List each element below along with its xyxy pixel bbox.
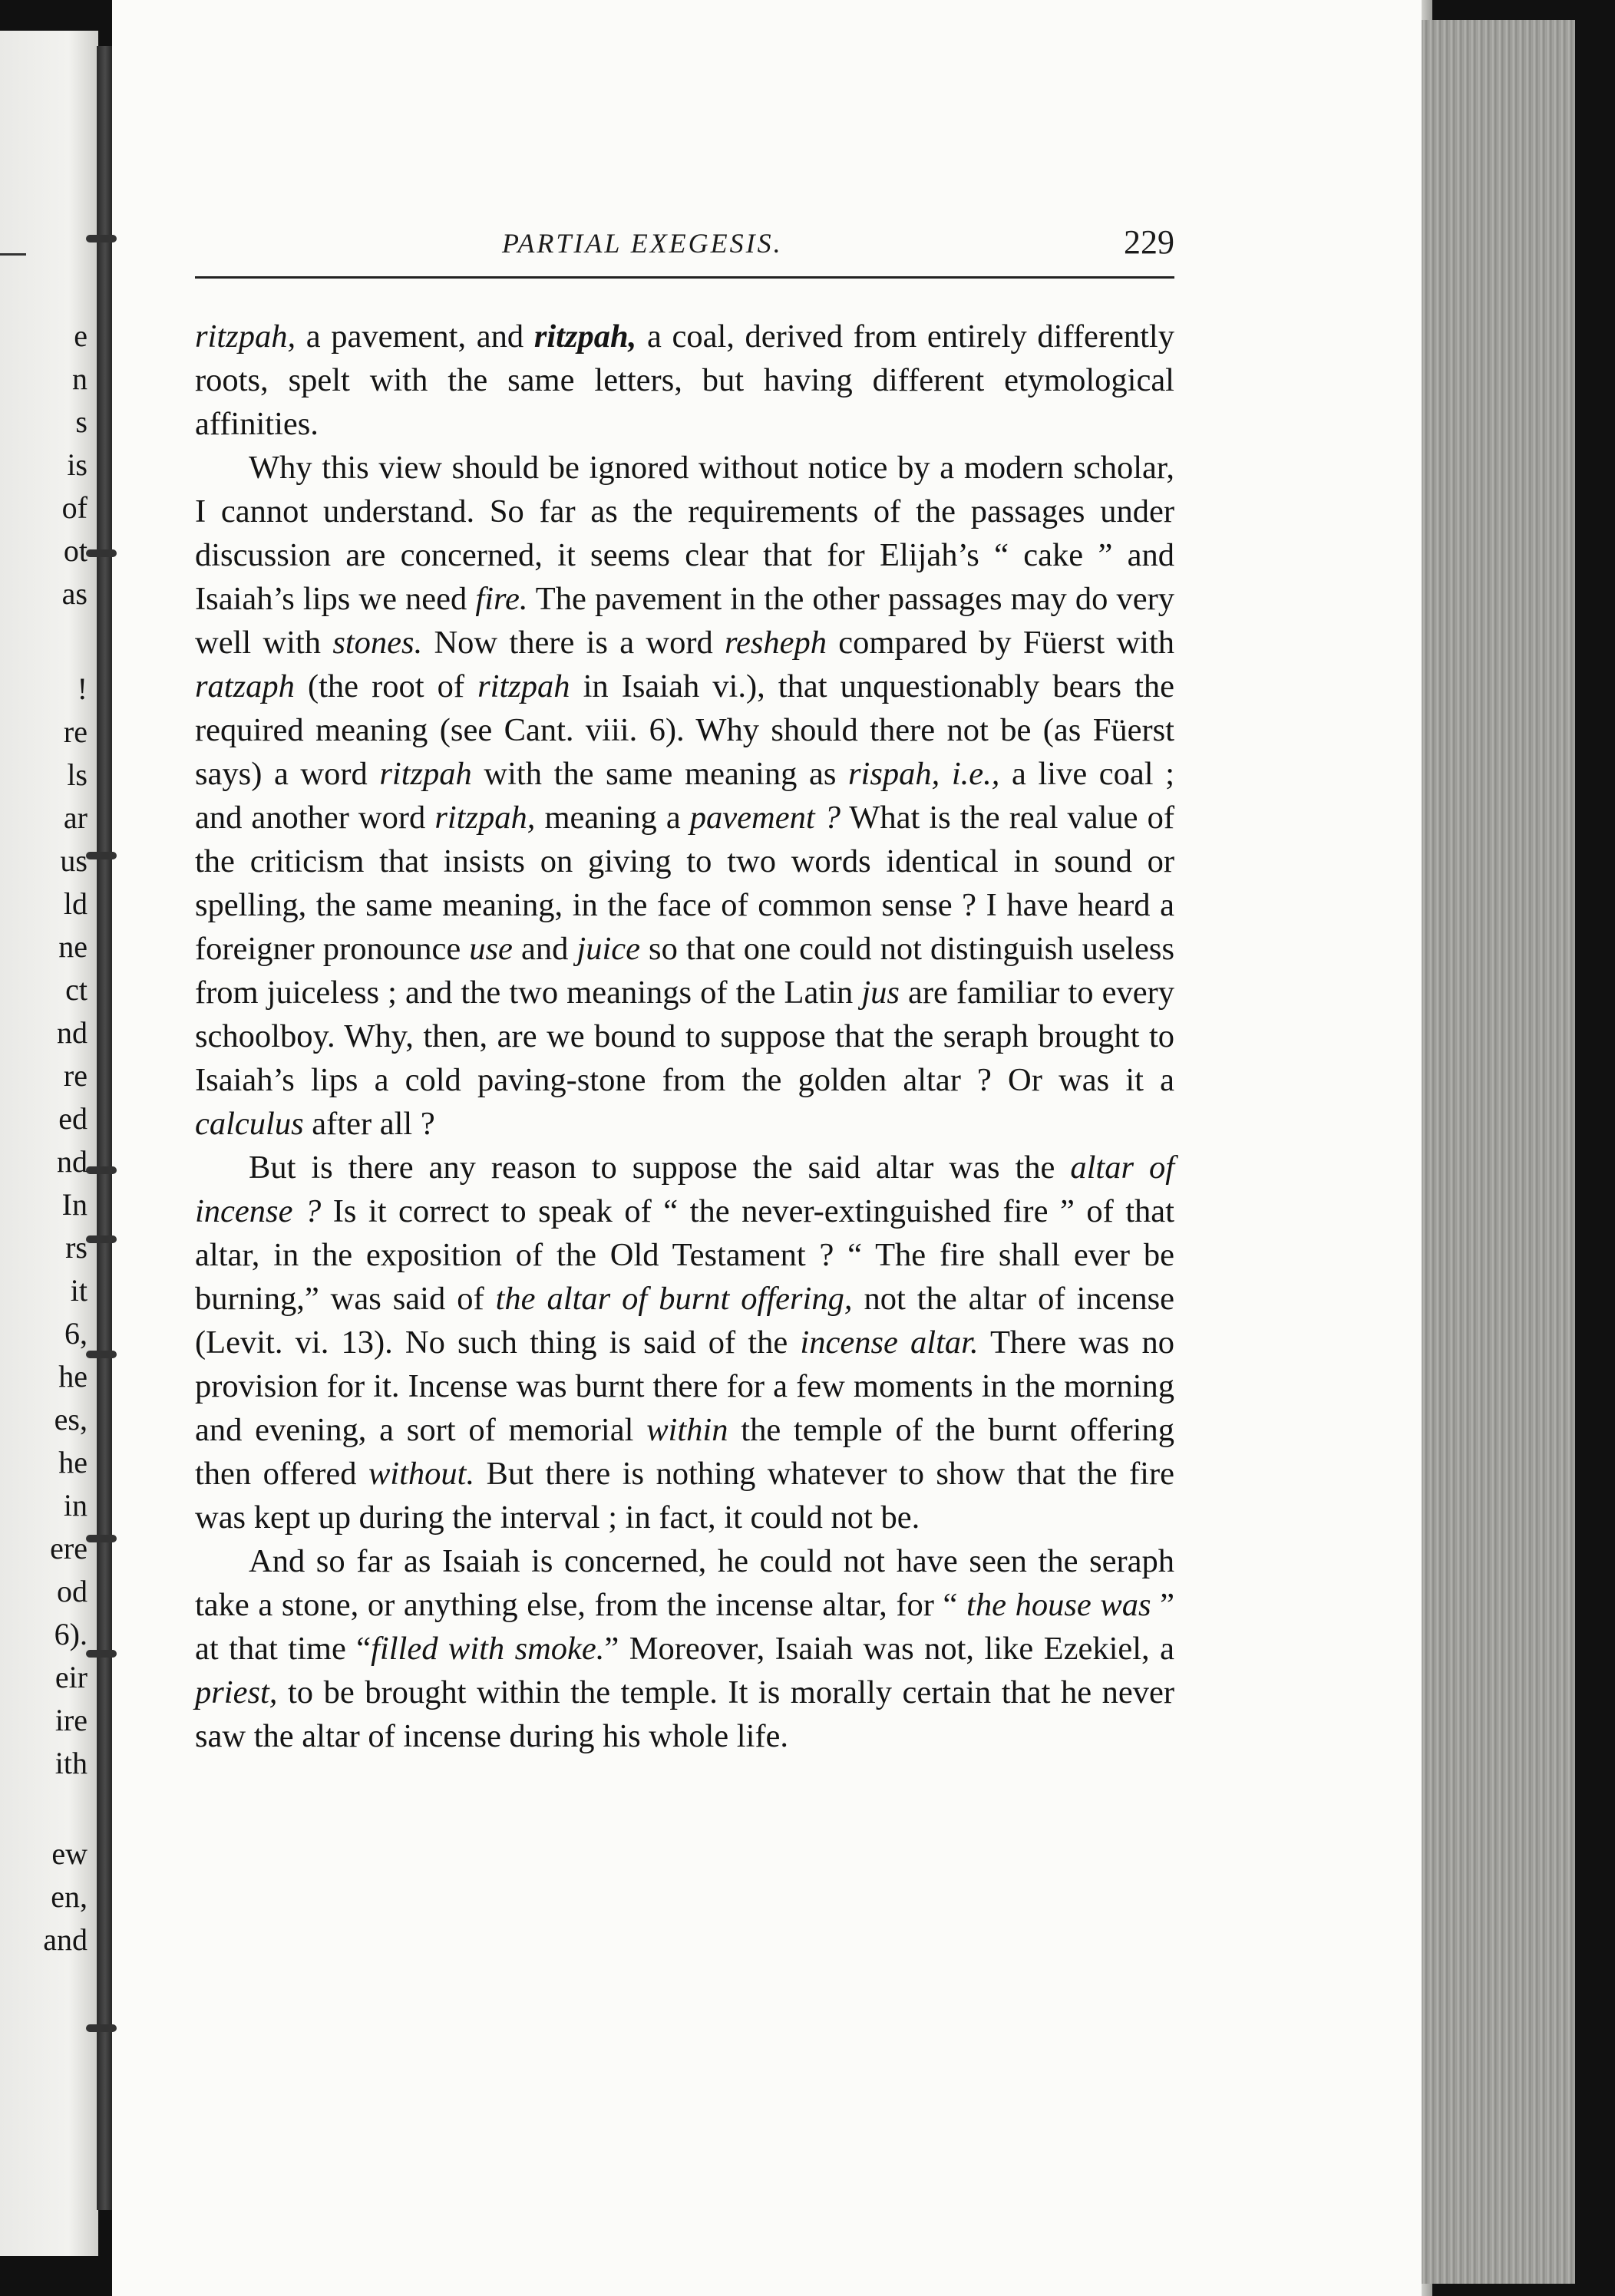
text-run: compared by Füerst with [827, 625, 1175, 661]
left-page-fragment: he [58, 1359, 88, 1394]
left-page-fragment: n [72, 361, 88, 396]
left-page-fragment: ls [67, 757, 88, 792]
text-run: after all ? [303, 1106, 435, 1142]
left-page-fragment: as [61, 576, 88, 611]
italic-term: calculus [195, 1106, 304, 1142]
italic-term: pavement ? [689, 800, 841, 836]
italic-term: altar of incense ? [195, 1150, 1174, 1229]
running-title: PARTIAL EXEGESIS. [502, 228, 783, 259]
left-page-fragment: is [67, 447, 88, 482]
binding-stitch [86, 235, 117, 242]
italic-term: the house was [966, 1587, 1151, 1623]
left-page-fragment: of [61, 490, 88, 525]
italic-term: fire. [475, 581, 528, 617]
left-page-fragment: he [58, 1445, 88, 1480]
left-page-fragment: and [43, 1922, 88, 1957]
book-gutter [97, 46, 114, 2210]
left-page-fragment: ot [63, 533, 88, 568]
left-page-fragment: ne [58, 929, 88, 964]
italic-term: ritzpah [379, 756, 472, 792]
text-run: to be brought within the temple. It is morally certain that he never saw the altar of incense during his whole life. [195, 1674, 1174, 1754]
left-page-fragment: od [57, 1574, 88, 1608]
text-run: What is the real value of the criticism that insists on giving to two words identical in sound or spelling, the same meaning, in the face of common sense ? I have heard a foreigner pronounce [195, 800, 1174, 967]
italic-term: filled with smoke. [371, 1631, 605, 1667]
left-page-fragment: 6, [64, 1316, 88, 1351]
text-run: the temple of the burnt offering then offered [195, 1412, 1174, 1492]
italic-term: priest, [195, 1674, 278, 1710]
left-page-fragment: re [63, 714, 88, 749]
text-run: with the same meaning as [471, 756, 848, 792]
left-page-fragment: ed [58, 1101, 88, 1136]
binding-stitch [86, 2024, 117, 2032]
left-page-fragment: in [63, 1488, 88, 1522]
text-run: a live coal ; and another word [195, 756, 1174, 836]
left-page-fragment: nd [57, 1015, 88, 1050]
left-page-fragment: ire [54, 1703, 88, 1737]
italic-term: ritzpah [477, 668, 570, 704]
header-rule [195, 276, 1174, 279]
italic-term: juice [576, 931, 640, 967]
text-run: The pavement in the other passages may do very well with [195, 581, 1175, 661]
italic-term: ritzpah, [533, 318, 637, 355]
italic-term: stones. [332, 625, 423, 661]
left-page-fragment: us [60, 843, 88, 878]
italic-term: within [646, 1412, 728, 1448]
italic-term: resheph [725, 625, 827, 661]
left-page-fragment: ere [50, 1531, 88, 1565]
left-page-fragment: rs [65, 1230, 88, 1265]
paragraph [195, 315, 1174, 446]
italic-term: rispah, i.e., [847, 756, 1000, 792]
text-run: But there is nothing whatever to show that the fire was kept up during the interval ; in fact, it could not be. [195, 1456, 1175, 1536]
left-page-fragment: ct [65, 972, 88, 1007]
page-number: 229 [1124, 223, 1174, 261]
page-body [195, 315, 1174, 1758]
text-run: ” at that time “ [195, 1587, 1174, 1667]
left-page-fragment: e [74, 318, 88, 353]
page-block-edge [1422, 20, 1575, 2284]
left-page-rule [0, 253, 26, 256]
running-header [195, 223, 1174, 278]
text-run: Now there is a word [422, 625, 725, 661]
text-run: meaning a [535, 800, 690, 836]
left-page-fragment: In [61, 1187, 88, 1222]
text-run: not the altar of incense (Levit. vi. 13). No such thing is said of the [195, 1281, 1174, 1361]
left-page-fragment: ew [51, 1836, 88, 1871]
italic-term: ritzpah, [195, 318, 296, 355]
text-run: And so far as Isaiah is concerned, he could not have seen the seraph take a stone, or anything else, from the incense altar, for “ [195, 1543, 1174, 1623]
italic-term: incense altar. [800, 1324, 979, 1361]
text-run: But is there any reason to suppose the said altar was the [249, 1150, 1071, 1186]
text-run: There was no provision for it. Incense was burnt there for a few moments in the morning and evening, a sort of memorial [195, 1324, 1174, 1448]
left-page-fragment: re [63, 1058, 88, 1093]
left-page-fragment: it [70, 1273, 88, 1308]
text-run: Is it correct to speak of “ the never-extinguished fire ” of that altar, in the exposition of the Old Testament ? “ The fire shall ever be burning,” was said of [195, 1193, 1174, 1317]
left-page-fragment: en, [51, 1879, 88, 1914]
italic-term: use [469, 931, 513, 967]
paragraph [195, 446, 1174, 1146]
text-run: ” Moreover, Isaiah was not, like Ezekiel, a [604, 1631, 1174, 1667]
paragraph [195, 1539, 1174, 1758]
text-run: (the root of [294, 668, 478, 704]
left-page-fragment: nd [57, 1144, 88, 1179]
italic-term: ritzpah, [434, 800, 536, 836]
text-run: a pavement, and [296, 318, 534, 355]
italic-term: the altar of burnt offering, [495, 1281, 853, 1317]
left-page-fragment: ith [54, 1746, 88, 1780]
text-run: and [512, 931, 577, 967]
left-page-fragment: s [75, 404, 88, 439]
left-page-fragment: eir [54, 1660, 88, 1694]
text-run: are familiar to every schoolboy. Why, then, are we bound to suppose that the seraph brought to Isaiah’s lips a cold paving-stone from the golden altar ? Or was it a [195, 975, 1174, 1098]
italic-term: jus [861, 975, 900, 1011]
text-run: so that one could not distinguish useless from juiceless ; and the two meanings of the Latin [195, 931, 1175, 1011]
left-page-fragment: ar [63, 800, 88, 835]
left-page-fragment: ld [63, 886, 88, 921]
left-page-fragment: 6). [54, 1617, 88, 1651]
text-run: Why this view should be ignored without notice by a modern scholar, I cannot understand. So far as the requirements of the passages under discussion are concerned, it seems clear that for Elijah’s “ cake ” and Isaiah’s lips we need [195, 450, 1174, 617]
paragraph [195, 1146, 1174, 1539]
italic-term: ratzaph [195, 668, 295, 704]
left-page-fragment: ! [77, 671, 88, 706]
left-page-fragment: es, [54, 1402, 88, 1437]
text-run: in Isaiah vi.), that unquestionably bears the required meaning (see Cant. viii. 6). Why should there not be (as Füerst says) a word [195, 668, 1174, 792]
italic-term: without. [368, 1456, 475, 1492]
text-run: a coal, derived from entirely differently roots, spelt with the same letters, but having different etymological affinities. [195, 318, 1174, 442]
